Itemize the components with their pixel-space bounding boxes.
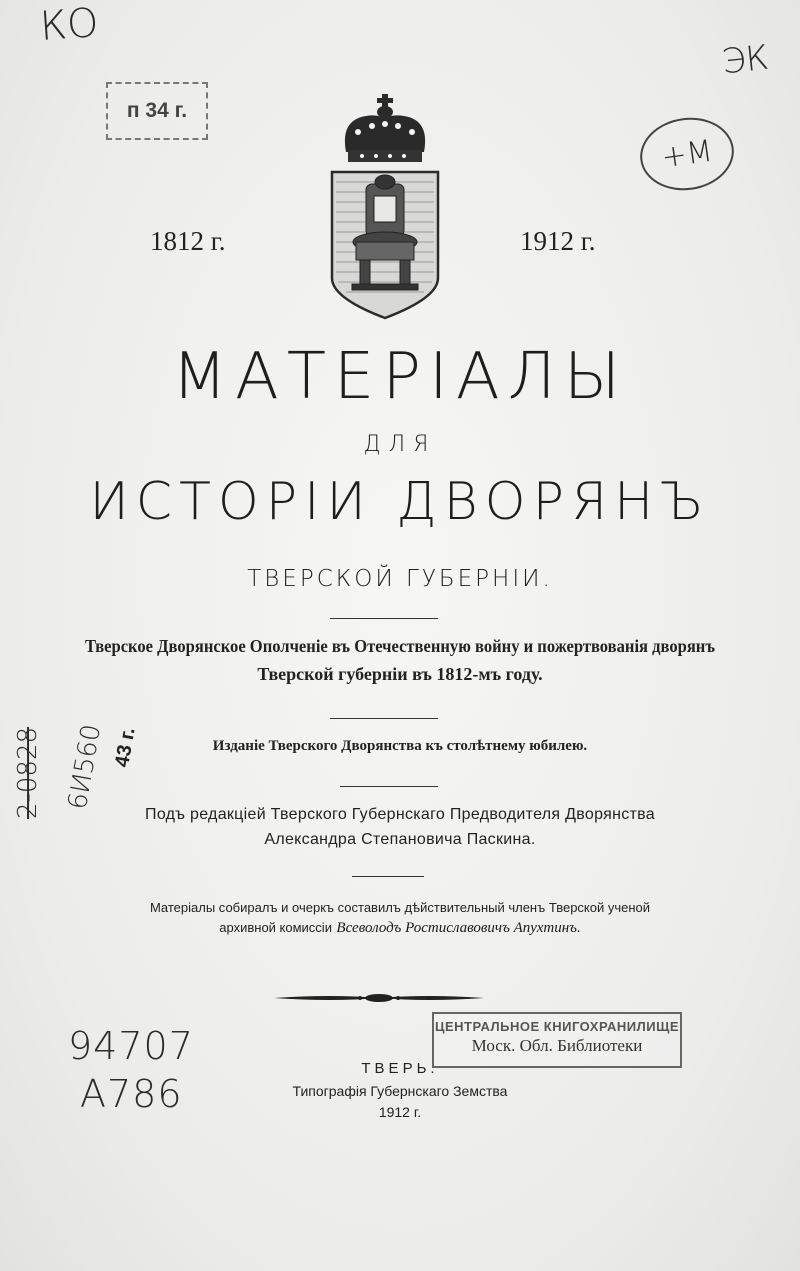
circle-note-text: +М bbox=[659, 133, 715, 175]
imprint-year: 1912 г. bbox=[378, 1104, 422, 1120]
divider bbox=[352, 876, 424, 877]
divider bbox=[330, 718, 438, 719]
editor-line-2: Александра Степановича Паскина. bbox=[264, 831, 536, 848]
compiler-prefix: архивной комиссiи bbox=[219, 920, 332, 935]
imprint-city: ТВЕРЬ. bbox=[361, 1060, 439, 1077]
title-line-1: МАТЕРIАЛЫ bbox=[171, 340, 629, 414]
title-line-4: ТВЕРСКОЙ ГУБЕРНIИ. bbox=[247, 566, 553, 592]
divider bbox=[330, 618, 438, 619]
compiler-name: Всеволодъ Ростиславовичъ Апухтинъ. bbox=[336, 920, 581, 936]
circle-note bbox=[635, 112, 738, 196]
divider bbox=[340, 786, 438, 787]
handwritten-ko: КО bbox=[38, 0, 100, 50]
imprint-printer: Типографiя Губернскаго Земства bbox=[292, 1083, 508, 1099]
subtitle-line-1: Тверское Дворянское Ополченiе въ Отечественную войну и пожертвованiя дворянъ bbox=[84, 636, 715, 656]
ornament-divider-icon bbox=[272, 988, 486, 1008]
subtitle-line-2: Тверской губернiи въ 1812-мъ году. bbox=[257, 664, 543, 684]
side-stamp: 43 г. bbox=[111, 725, 140, 769]
library-stamp-line-2: Моск. Обл. Библиотеки bbox=[471, 1036, 643, 1055]
call-number-line-1: 94707 bbox=[68, 1024, 194, 1068]
edition-line: Изданiе Тверского Дворянства къ столѣтнему юбилею. bbox=[212, 738, 588, 754]
call-number-line-2: А786 bbox=[80, 1072, 183, 1116]
editor-line-1: Подъ редакцiей Тверского Губернскаго Предводителя Дворянства bbox=[145, 806, 655, 823]
title-line-2: ДЛЯ bbox=[363, 432, 437, 457]
library-stamp-line-1: ЦЕНТРАЛЬНОЕ КНИГОХРАНИЛИЩЕ bbox=[434, 1019, 679, 1034]
shelf-stamp bbox=[106, 82, 208, 140]
title-line-3: ИСТОРIИ ДВОРЯНЪ bbox=[89, 472, 711, 532]
side-number: 6И560 bbox=[62, 722, 108, 812]
year-right: 1912 г. bbox=[520, 226, 596, 256]
tver-coat-of-arms-icon bbox=[326, 92, 444, 322]
compiler-line-1: Матерiалы собиралъ и очеркъ составилъ дѣйствительный членъ Тверской ученой bbox=[149, 900, 651, 915]
shelf-stamp-text: п 34 г. bbox=[126, 99, 188, 122]
compiler-line-2 bbox=[0, 920, 800, 937]
handwritten-ek: ЭК bbox=[720, 37, 771, 83]
side-number-struck-text: 2-0828 bbox=[13, 726, 44, 820]
year-left: 1812 г. bbox=[150, 226, 226, 256]
